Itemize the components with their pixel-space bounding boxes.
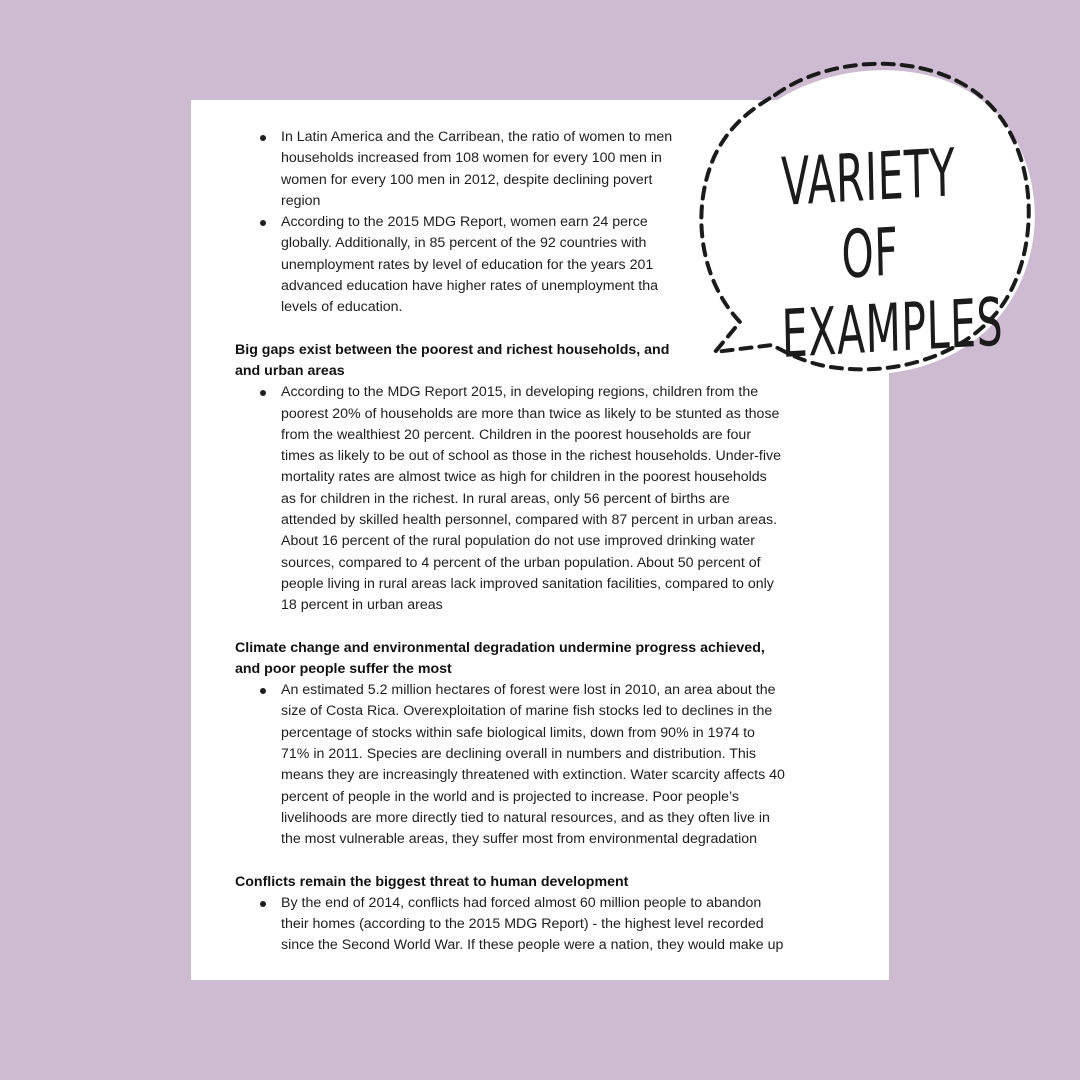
bullet-line: women for every 100 men in 2012, despite declining povert [281,171,653,188]
bullet-line: globally. Additionally, in 85 percent of the 92 countries with [281,235,647,252]
heading-line: Big gaps exist between the poorest and richest households, and [235,341,670,358]
bullet-line: attended by skilled health personnel, compared with 87 percent in urban areas. [281,512,778,529]
bullet-line: region [281,192,321,209]
bullet-line: livelihoods are more directly tied to natural resources, and as they often live in [281,809,770,826]
bullet-line: percentage of stocks within safe biological limits, down from 90% in 1974 to [281,724,755,741]
bullet-line: 18 percent in urban areas [281,597,443,614]
bullet-line: poorest 20% of households are more than twice as likely to be stunted as those [281,405,780,422]
bullet-line: households increased from 108 women for every 100 men in [281,150,662,167]
bullet-line: 71% in 2011. Species are declining overall in numbers and distribution. This [281,746,757,763]
bullet-line: times as likely to be out of school as those in the richest households. Under-five [281,448,781,465]
bullet-line: About 16 percent of the rural population do not use improved drinking water [281,533,755,550]
bullet-line: mortality rates are almost twice as high for children in the poorest households [281,469,767,486]
heading-line: Climate change and environmental degradation undermine progress achieved, [235,639,765,656]
heading-line: and poor people suffer the most [235,660,452,677]
bullet-line: the most vulnerable areas, they suffer most from environmental degradation [281,831,758,848]
bullet-line: In Latin America and the Carribean, the ratio of women to men [281,129,673,145]
bubble-caption-line-2: EXAMPLES [780,283,1004,373]
heading-line: Conflicts remain the biggest threat to human development [235,873,629,890]
bubble-caption-line-1: VARIETY OF [780,134,957,294]
bullet-line: advanced education have higher rates of unemployment tha [281,278,659,295]
bullet-line: from the wealthiest 20 percent. Children in the poorest households are four [281,426,752,443]
bullet-line: since the Second World War. If these people were a nation, they would make up [281,937,784,954]
bullet-line: By the end of 2014, conflicts had forced almost 60 million people to abandon [281,894,762,911]
bullet-line: An estimated 5.2 million hectares of forest were lost in 2010, an area about the [281,682,776,699]
bullet-line: percent of people in the world and is projected to increase. Poor people’s [281,788,739,805]
bullet-line: their homes (according to the 2015 MDG Report) - the highest level recorded [281,916,764,933]
bullet-line: According to the MDG Report 2015, in developing regions, children from the [281,384,759,401]
bullet-line: means they are increasingly threatened with extinction. Water scarcity affects 40 [281,767,785,784]
bubble-caption [778,134,1004,373]
bullet-line: people living in rural areas lack improved sanitation facilities, compared to only [281,575,774,592]
heading-line: and urban areas [235,362,345,379]
bullet-line: unemployment rates by level of education for the years 201 [281,256,654,273]
bullet-line: sources, compared to 4 percent of the urban population. About 50 percent of [281,554,761,571]
bullet-line: as for children in the richest. In rural areas, only 56 percent of births are [281,490,730,507]
bullet-line: According to the 2015 MDG Report, women earn 24 perce [281,214,648,231]
bullet-line: levels of education. [281,299,403,316]
bullet-line: size of Costa Rica. Overexploitation of marine fish stocks led to declines in the [281,703,773,720]
